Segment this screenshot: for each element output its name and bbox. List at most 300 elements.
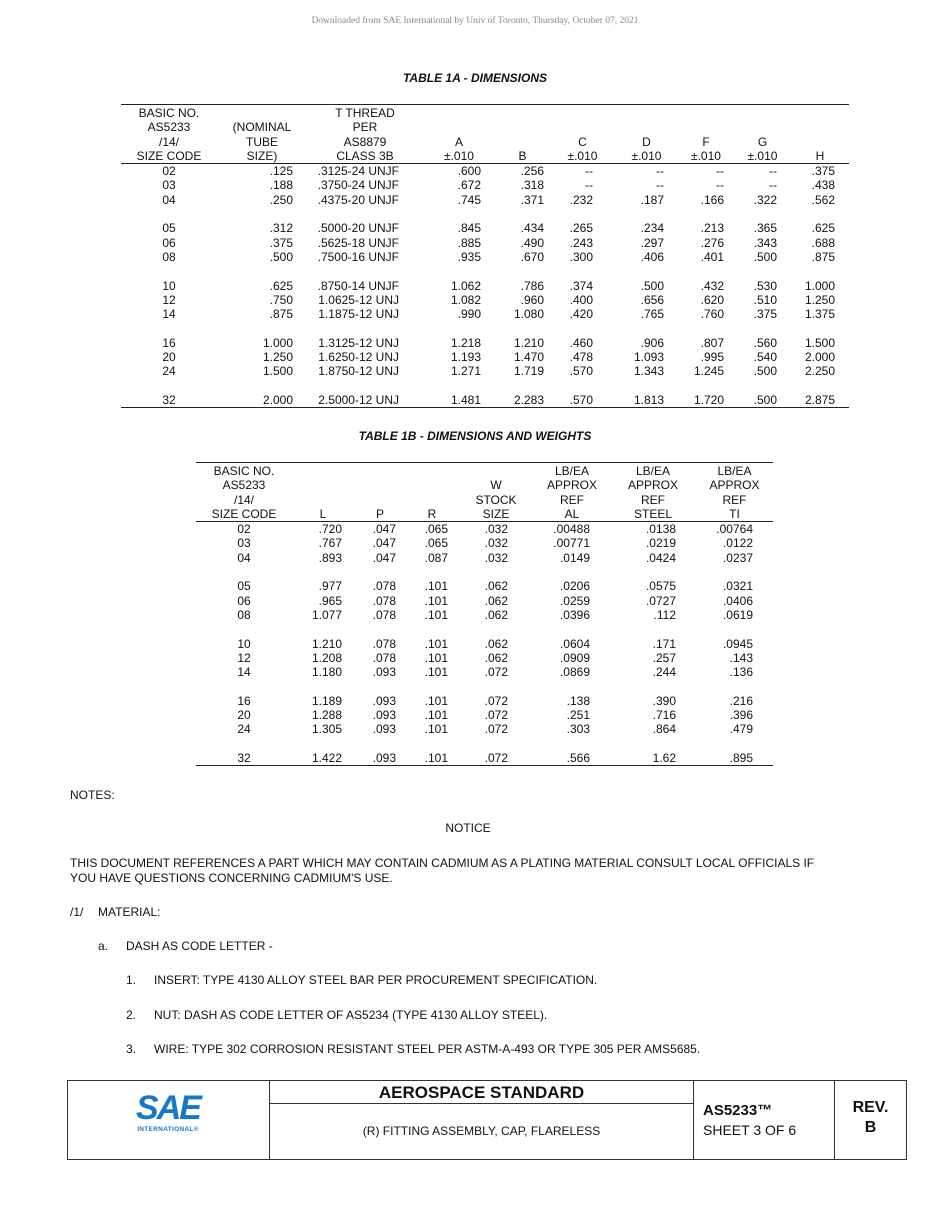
table-cell: .716: [652, 708, 676, 723]
table-cell: 1.093: [633, 350, 664, 365]
table-cell: .213: [700, 221, 724, 236]
table-cell: 14: [237, 665, 251, 680]
table-cell: .093: [372, 708, 396, 723]
table-row: [121, 236, 849, 250]
table-cell: .062: [484, 579, 508, 594]
table-cell: .101: [424, 693, 448, 708]
table-cell: .406: [640, 249, 664, 264]
table-cell: .460: [569, 335, 593, 350]
table-cell: 32: [196, 751, 292, 766]
table-cell: .0237: [722, 550, 753, 565]
column-header: [678, 106, 734, 164]
table-cell: .101: [424, 636, 448, 651]
table-cell: .078: [372, 579, 396, 594]
table-row: [196, 694, 773, 708]
table-cell: .765: [640, 307, 664, 322]
revision-value: B: [864, 1119, 877, 1136]
table-cell: .566: [534, 751, 610, 766]
header-line: (NOMINAL: [232, 120, 292, 135]
table-cell: 1.208: [311, 650, 342, 665]
table-cell: .375: [269, 235, 293, 250]
table-cell: .257: [652, 650, 676, 665]
table-cell: .374: [569, 278, 593, 293]
table-cell: .0727: [645, 593, 676, 608]
table-cell: .688: [811, 235, 835, 250]
table-cell: 1.343: [633, 364, 664, 379]
table-row: [121, 350, 849, 364]
table-cell: 1.245: [693, 364, 724, 379]
table-cell: .093: [372, 722, 396, 737]
table-cell: 1.500: [804, 335, 835, 350]
table-cell: 1.210: [513, 335, 544, 350]
header-line: D: [642, 134, 651, 149]
table-cell: 03: [237, 536, 251, 551]
table-cell: .438: [811, 178, 835, 193]
header-line: APPROX: [627, 478, 678, 493]
table-cell: 32: [121, 393, 217, 408]
table-1b-dimensions-weights: [196, 464, 773, 766]
header-line: LB/EA: [554, 464, 590, 478]
sae-logo-subtext: INTERNATIONAL®: [137, 1126, 199, 1133]
table-1b-title: TABLE 1B - DIMENSIONS AND WEIGHTS: [358, 429, 592, 443]
table-row: [196, 637, 773, 651]
table-cell: .365: [753, 221, 777, 236]
table-cell: 20: [237, 708, 251, 723]
table-cell: .875: [811, 249, 835, 264]
table-1a-title: TABLE 1A - DIMENSIONS: [402, 71, 547, 85]
table-cell: .375: [753, 307, 777, 322]
table-row: [196, 551, 773, 565]
table-cell: .995: [700, 350, 724, 365]
table-row: [196, 651, 773, 665]
table-cell: .500: [753, 249, 777, 264]
header-line: STOCK: [475, 492, 517, 507]
table-cell: --: [769, 178, 777, 193]
header-line: SIZE: [482, 506, 510, 521]
column-header: [121, 106, 217, 164]
table-cell: .032: [484, 522, 508, 537]
table-cell: 1.271: [450, 364, 481, 379]
sae-logo-text: SAE: [136, 1089, 200, 1127]
standard-title-cell: [270, 1081, 694, 1159]
column-header: [406, 464, 458, 522]
table-cell: .570: [569, 364, 593, 379]
table-cell: .390: [652, 693, 676, 708]
table-cell: 1.470: [513, 350, 544, 365]
table-cell: 02: [162, 164, 176, 179]
table-cell: 10: [237, 636, 251, 651]
column-header: [495, 106, 550, 164]
header-line: AS5233: [147, 120, 191, 135]
table-cell: .500: [640, 278, 664, 293]
table-cell: .101: [424, 579, 448, 594]
table-cell: 20: [162, 350, 176, 365]
header-line: F: [702, 134, 710, 149]
table-cell: .062: [484, 593, 508, 608]
table-cell: .540: [753, 350, 777, 365]
revision-cell: [835, 1081, 906, 1159]
table-cell: 1.250: [262, 350, 293, 365]
table-cell: --: [716, 178, 724, 193]
notice-line-2: YOU HAVE QUESTIONS CONCERNING CADMIUM'S USE.: [70, 870, 393, 885]
table-cell: 1.305: [311, 722, 342, 737]
header-line: BASIC NO.: [213, 464, 275, 478]
table-cell: 1.077: [311, 607, 342, 622]
table-row: [121, 279, 849, 293]
download-watermark: Downloaded from SAE International by Univ of Toronto, Thursday, October 07, 2021: [311, 16, 639, 26]
header-line: C: [578, 134, 587, 149]
table-cell: 14: [162, 307, 176, 322]
standard-title: AEROSPACE STANDARD: [270, 1081, 693, 1104]
table-row: [196, 722, 773, 736]
table-cell: 03: [162, 178, 176, 193]
header-line: ±.010: [747, 148, 778, 163]
table-cell: 1.720: [678, 393, 734, 408]
header-line: W: [490, 478, 502, 493]
sub-item-number: 3.: [126, 1042, 137, 1056]
table-cell: .893: [318, 550, 342, 565]
table-cell: 24: [237, 722, 251, 737]
table-cell: .401: [700, 249, 724, 264]
table-cell: .062: [484, 607, 508, 622]
header-line: SIZE): [246, 148, 278, 163]
column-header: [217, 106, 307, 164]
table-cell: .965: [318, 593, 342, 608]
table-row: [196, 579, 773, 593]
table-cell: --: [585, 178, 593, 193]
table-cell: .625: [811, 221, 835, 236]
header-line: TUBE: [245, 134, 278, 149]
table-cell: 06: [237, 593, 251, 608]
table-cell: 1.0625-12 UNJ: [318, 292, 399, 307]
table-row: [121, 307, 849, 321]
table-cell: .101: [406, 751, 458, 766]
table-cell: .276: [700, 235, 724, 250]
table-row: [121, 221, 849, 235]
table-cell: .0219: [645, 536, 676, 551]
table-cell: 1.719: [513, 364, 544, 379]
group-spacer: [121, 379, 849, 393]
table-cell: 1.000: [804, 278, 835, 293]
table-cell: .530: [753, 278, 777, 293]
table-cell: .318: [520, 178, 544, 193]
table-cell: .047: [372, 550, 396, 565]
table-cell: 16: [162, 335, 176, 350]
table-cell: 1.062: [450, 278, 481, 293]
column-header: [791, 106, 849, 164]
header-line: P: [375, 506, 384, 521]
table-cell: .112: [653, 607, 676, 622]
table-cell: .136: [729, 665, 753, 680]
group-spacer: [121, 321, 849, 335]
table-row: [196, 708, 773, 722]
table-cell: .500: [753, 364, 777, 379]
table-cell: .00771: [553, 536, 590, 551]
table-cell: .767: [318, 536, 342, 551]
table-cell: .432: [700, 278, 724, 293]
column-header: [696, 464, 773, 522]
table-cell: .371: [520, 192, 544, 207]
table-cell: .312: [269, 221, 293, 236]
header-line: APPROX: [709, 478, 760, 493]
table-cell: 1.6250-12 UNJ: [318, 350, 399, 365]
column-header: [196, 464, 292, 522]
column-header: [292, 464, 354, 522]
table-cell: 04: [162, 192, 176, 207]
table-cell: 1.62: [610, 751, 696, 766]
table-cell: .297: [640, 235, 664, 250]
table-row: [196, 751, 773, 766]
table-cell: .864: [652, 722, 676, 737]
group-spacer: [196, 622, 773, 636]
table-cell: .093: [372, 665, 396, 680]
notice-paragraph: [70, 856, 890, 885]
table-cell: .0321: [722, 579, 753, 594]
table-cell: 1.500: [262, 364, 293, 379]
table-cell: .216: [729, 693, 753, 708]
header-line: ±.010: [567, 148, 598, 163]
table-cell: .00488: [553, 522, 590, 537]
table-cell: .032: [484, 536, 508, 551]
notice-line-1: THIS DOCUMENT REFERENCES A PART WHICH MAY CONTAIN CADMIUM AS A PLATING MATERIAL CONSULT LOCAL OFFICIALS IF: [70, 856, 815, 870]
material-note-label: MATERIAL:: [98, 905, 161, 919]
column-header: [354, 464, 406, 522]
notice-title: NOTICE: [445, 821, 491, 835]
item-a-text: DASH AS CODE LETTER -: [126, 939, 273, 953]
table-cell: .720: [318, 522, 342, 537]
column-header: [534, 464, 610, 522]
table-cell: .101: [424, 593, 448, 608]
table-cell: 1.8750-12 UNJ: [318, 364, 399, 379]
header-line: /14/: [233, 492, 254, 507]
table-cell: .5625-18 UNJF: [317, 235, 399, 250]
table-cell: .420: [569, 307, 593, 322]
table-cell: .234: [640, 221, 664, 236]
table-cell: .3750-24 UNJF: [317, 178, 399, 193]
header-line: B: [518, 148, 527, 163]
header-line: SIZE CODE: [211, 506, 277, 521]
table-cell: 2.5000-12 UNJ: [307, 393, 423, 408]
header-line: APPROX: [546, 478, 597, 493]
table-cell: .885: [457, 235, 481, 250]
table-cell: 10: [162, 278, 176, 293]
table-row: [121, 164, 849, 179]
table-cell: 08: [162, 249, 176, 264]
table-cell: .171: [652, 636, 676, 651]
table-cell: .243: [569, 235, 593, 250]
table-cell: 08: [237, 607, 251, 622]
header-line: ±.010: [691, 148, 721, 163]
header-line: ±.010: [631, 148, 662, 163]
table-cell: 1.193: [450, 350, 481, 365]
table-cell: .960: [520, 292, 544, 307]
table-cell: .5000-20 UNJF: [317, 221, 399, 236]
table-cell: .101: [424, 722, 448, 737]
table-cell: .875: [269, 307, 293, 322]
column-header: [615, 106, 678, 164]
table-cell: 1.288: [311, 708, 342, 723]
table-row: [121, 178, 849, 192]
table-cell: .672: [457, 178, 481, 193]
table-cell: .670: [520, 249, 544, 264]
table-cell: .072: [484, 693, 508, 708]
table-cell: .935: [457, 249, 481, 264]
table-cell: 06: [162, 235, 176, 250]
table-cell: .500: [734, 393, 791, 408]
table-cell: 1.080: [513, 307, 544, 322]
sub-item-number: 1.: [126, 973, 137, 987]
table-cell: .303: [566, 722, 590, 737]
table-cell: 1.082: [450, 292, 481, 307]
table-cell: .322: [753, 192, 777, 207]
table-cell: .760: [700, 307, 724, 322]
table-cell: 1.422: [292, 751, 354, 766]
table-cell: .4375-20 UNJF: [317, 192, 399, 207]
table-cell: 1.813: [615, 393, 678, 408]
header-line: LB/EA: [717, 464, 752, 478]
notes-label: NOTES:: [70, 788, 115, 802]
header-line: SIZE CODE: [136, 148, 202, 163]
table-cell: .032: [484, 550, 508, 565]
table-cell: .0869: [559, 665, 590, 680]
group-spacer: [196, 679, 773, 693]
table-cell: --: [656, 178, 664, 193]
table-cell: 1.218: [450, 335, 481, 350]
table-cell: .0575: [645, 579, 676, 594]
table-cell: .101: [424, 607, 448, 622]
table-cell: 1.3125-12 UNJ: [318, 335, 399, 350]
table-cell: .560: [753, 335, 777, 350]
table-cell: 24: [162, 364, 176, 379]
header-line: REF: [722, 492, 747, 507]
logo-cell: [68, 1081, 270, 1159]
header-line: T THREAD: [335, 106, 395, 120]
table-row: [121, 293, 849, 307]
table-cell: .845: [457, 221, 481, 236]
table-cell: .093: [372, 693, 396, 708]
table-cell: .101: [424, 665, 448, 680]
table-cell: .343: [753, 235, 777, 250]
header-line: ±.010: [444, 148, 474, 163]
table-cell: .0424: [645, 550, 676, 565]
revision-label: REV.: [852, 1099, 889, 1116]
table-cell: .562: [811, 192, 835, 207]
table-cell: 2.000: [804, 350, 835, 365]
document-title: (R) FITTING ASSEMBLY, CAP, FLARELESS: [362, 1124, 601, 1138]
table-cell: .479: [729, 722, 753, 737]
header-line: L: [319, 506, 327, 521]
table-row: [121, 336, 849, 350]
table-cell: 2.875: [791, 393, 849, 408]
table-cell: --: [585, 164, 593, 179]
sub-item-text: WIRE: TYPE 302 CORROSION RESISTANT STEEL PER ASTM-A-493 OR TYPE 305 PER AMS5685.: [154, 1042, 701, 1056]
table-cell: 12: [162, 292, 176, 307]
table-cell: .500: [269, 249, 293, 264]
table-cell: .187: [640, 192, 664, 207]
table-cell: .101: [424, 650, 448, 665]
item-a-number: a.: [98, 939, 109, 953]
table-cell: .0406: [722, 593, 753, 608]
table-cell: .570: [550, 393, 615, 408]
header-line: REF: [641, 492, 665, 507]
table-cell: .065: [424, 536, 448, 551]
table-cell: .750: [269, 292, 293, 307]
header-line: PER: [352, 120, 378, 135]
sub-item-text: NUT: DASH AS CODE LETTER OF AS5234 (TYPE 4130 ALLOY STEEL).: [154, 1008, 548, 1022]
table-cell: .977: [318, 579, 342, 594]
table-cell: .625: [269, 278, 293, 293]
table-row: [121, 364, 849, 378]
table-cell: --: [716, 164, 724, 179]
table-cell: 1.1875-12 UNJ: [318, 307, 399, 322]
table-cell: .143: [729, 650, 753, 665]
table-cell: .0909: [559, 650, 590, 665]
table-cell: .101: [424, 708, 448, 723]
table-cell: .047: [372, 536, 396, 551]
header-line: A: [454, 134, 463, 149]
table-cell: .078: [372, 650, 396, 665]
table-cell: .00764: [716, 522, 753, 537]
table-cell: 1.250: [804, 292, 835, 307]
header-line: H: [815, 148, 825, 163]
header-line: CLASS 3B: [336, 148, 394, 163]
table-cell: .620: [700, 292, 724, 307]
table-cell: 2.250: [804, 364, 835, 379]
table-cell: .0122: [722, 536, 753, 551]
table-cell: .072: [484, 722, 508, 737]
table-cell: .0138: [645, 522, 676, 537]
sheet-number: SHEET 3 OF 6: [703, 1122, 797, 1138]
header-line: STEEL: [633, 506, 672, 521]
table-1b-top-rule: [196, 462, 773, 463]
table-cell: .490: [520, 235, 544, 250]
table-cell: .8750-14 UNJF: [317, 278, 399, 293]
table-cell: .400: [569, 292, 593, 307]
table-cell: .087: [424, 550, 448, 565]
table-cell: .0206: [559, 579, 590, 594]
table-row: [196, 665, 773, 679]
table-cell: .745: [457, 192, 481, 207]
table-cell: .375: [811, 164, 835, 179]
document-number: AS5233™: [703, 1102, 773, 1119]
table-cell: .065: [424, 522, 448, 537]
table-cell: .047: [372, 522, 396, 537]
table-cell: .256: [520, 164, 544, 179]
table-cell: .990: [457, 307, 481, 322]
table-cell: 02: [237, 522, 251, 537]
table-cell: .807: [700, 335, 724, 350]
table-cell: .510: [753, 292, 777, 307]
table-row: [121, 193, 849, 207]
column-header: [610, 464, 696, 522]
table-cell: 1.481: [423, 393, 495, 408]
column-header: [458, 464, 534, 522]
table-cell: 12: [237, 650, 251, 665]
column-header: [550, 106, 615, 164]
sae-logo: [136, 1091, 200, 1133]
material-note-number: /1/: [70, 905, 84, 919]
table-cell: --: [656, 164, 664, 179]
header-line: /14/: [158, 134, 179, 149]
table-cell: .600: [457, 164, 481, 179]
table-cell: .138: [566, 693, 590, 708]
table-cell: 1.210: [311, 636, 342, 651]
column-header: [423, 106, 495, 164]
table-cell: .396: [729, 708, 753, 723]
table-cell: 04: [237, 550, 251, 565]
table-cell: 2.283: [495, 393, 550, 408]
table-cell: .0945: [722, 636, 753, 651]
